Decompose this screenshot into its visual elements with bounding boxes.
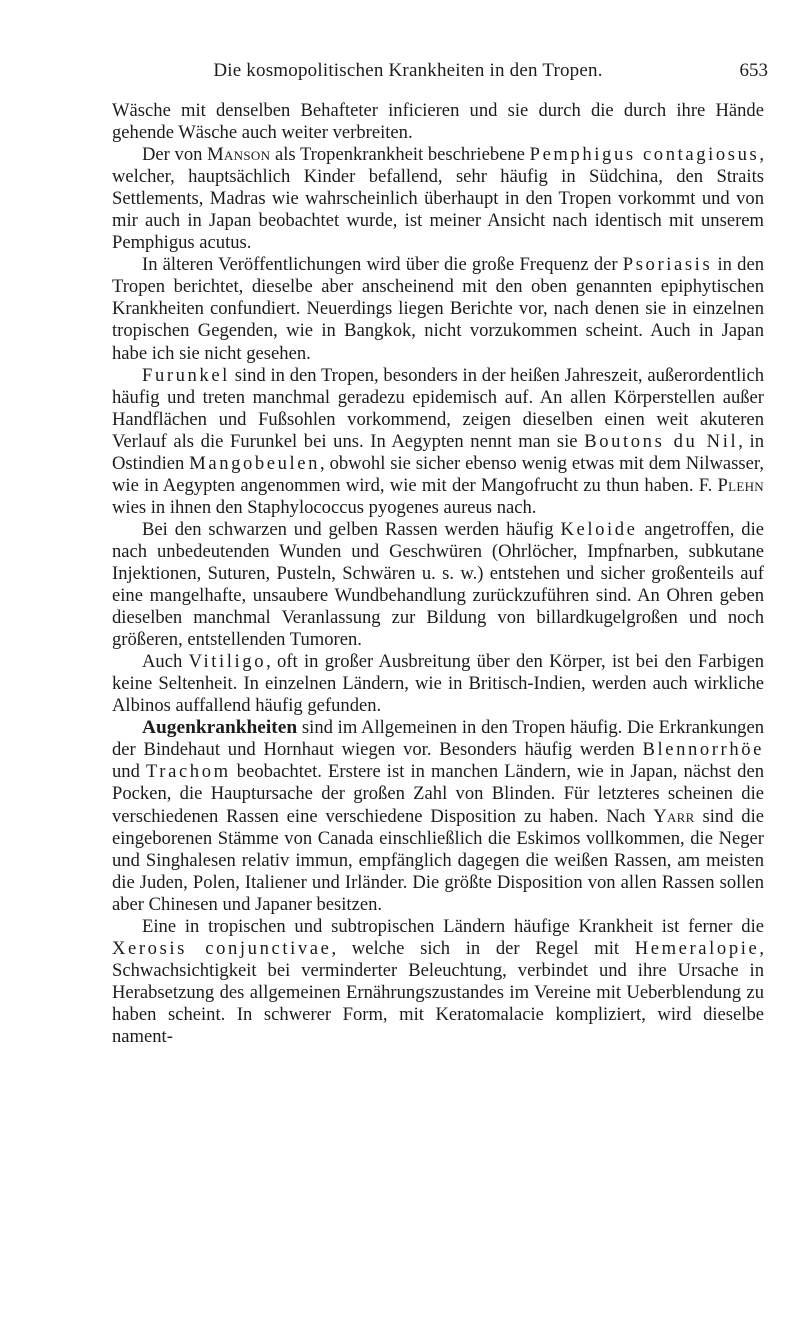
paragraph-text: sind die eingeborenen Stämme von Canada einschließlich die Eskimos vollkommen, die Neger und Singhalesen relativ immun, empfänglich dagegen die weißen Rassen, am meisten die Juden, Polen, Italiener und Irländer. Die größte Disposition von allen Rassen sollen aber Chinesen und Japaner besitzen.	[112, 805, 764, 915]
paragraph-text: Eine in tropischen und subtropischen Ländern häufige Krankheit ist ferner die	[142, 915, 764, 937]
paragraph-text: , obwohl sie sicher ebenso wenig etwas mit dem Nilwasser, wie in Aegypten angenommen wird, wie mit der Mangofrucht zu thun haben. F.	[112, 452, 764, 496]
spaced-term: Pemphigus contagiosus	[529, 144, 760, 166]
paragraph-text: und	[112, 761, 146, 783]
paragraph	[112, 519, 764, 651]
body-text	[112, 100, 764, 1048]
spaced-term: Blennorrhöe	[642, 739, 764, 761]
paragraph	[112, 717, 764, 915]
paragraph-text: wies in ihnen den Staphylococcus pyogenes aureus nach.	[112, 496, 537, 518]
paragraph	[112, 365, 764, 519]
spaced-term: Vitiligo	[188, 651, 267, 673]
page-number: 653	[739, 60, 768, 81]
paragraph-text: in den Tropen berichtet, dieselbe aber anscheinend mit den oben genannten epiphytischen Krankheiten confundiert. Neuerdings liegen Berichte vor, nach denen sie in einzelnen tropischen Gegenden, wie in Bangkok, nicht vorzukommen scheint. Auch in Japan habe ich sie nicht gesehen.	[112, 254, 764, 364]
paragraph-text: Wäsche mit denselben Behafteter inficieren und sie durch die durch ihre Hände gehende Wäsche auch weiter verbreiten.	[112, 100, 764, 144]
paragraph-text: Auch	[142, 651, 189, 673]
paragraph-text: Der von	[142, 144, 208, 166]
spaced-term: Keloide	[560, 518, 638, 540]
paragraph-text: Bei den schwarzen und gelben Rassen werden häufig	[142, 518, 561, 540]
running-head	[148, 60, 768, 88]
spaced-term: Xerosis conjunctivae	[112, 937, 332, 959]
spaced-term: Hemeralopie	[634, 937, 760, 959]
paragraph-text: , Schwachsichtigkeit bei verminderter Beleuchtung, verbindet und ihre Ursache in Herabsetzung des allgemeinen Ernährungszustandes im Vereine mit Ueberblendung zu haben scheint. In schwerer Form, mit Keratomalacie kompliziert, wird dieselbe nament-	[112, 937, 764, 1047]
running-title: Die kosmopolitischen Krankheiten in den Tropen.	[213, 60, 603, 81]
paragraph	[112, 100, 764, 144]
spaced-term: Boutons du Nil	[584, 430, 739, 452]
paragraph-text: In älteren Veröffentlichungen wird über die große Frequenz der	[142, 254, 623, 276]
paragraph-text: sind in den Tropen, besonders in der heißen Jahreszeit, außerordentlich häufig und treten manchmal geradezu epidemisch auf. An allen Körperstellen außer Handflächen und Fußsohlen vorkommend, zeigen dieselben einen weit akuteren Verlauf als die Furunkel bei uns. In Aegypten nennt man sie	[112, 364, 764, 452]
paragraph-text: sind im Allgemeinen in den Tropen häufig. Die Erkrankungen der Bindehaut und Hornhaut wiegen vor. Besonders häufig werden	[112, 717, 764, 761]
author-name: Manson	[207, 144, 271, 166]
paragraph-text: beobachtet. Erstere ist in manchen Ländern, wie in Japan, nächst den Pocken, die Hauptursache der großen Zahl von Blinden. Für letzteres scheinen die verschiedenen Rassen eine verschiedene Disposition zu haben. Nach	[112, 761, 764, 827]
paragraph-text: , oft in großer Ausbreitung über den Körper, ist bei den Farbigen keine Seltenheit. In einzelnen Ländern, wie in Britisch-Indien, werden auch wirkliche Albinos auffallend häufig gefunden.	[112, 651, 764, 717]
author-name: Plehn	[717, 474, 764, 496]
author-name: Yarr	[653, 805, 695, 827]
paragraph	[112, 651, 764, 717]
spaced-term: Mangobeulen	[189, 452, 321, 474]
spaced-term: Trachom	[146, 761, 231, 783]
paragraph-text: , welcher, hauptsächlich Kinder befallend, sehr häufig in Südchina, den Straits Settlements, Madras wie wahrscheinlich überhaupt in den Tropen vorkommt und von mir auch in Japan beobachtet wurde, ist meiner Ansicht nach identisch mit unserem Pemphigus acutus.	[112, 144, 765, 254]
paragraph-text: als Tropenkrankheit beschriebene	[270, 144, 530, 166]
paragraph-text: angetroffen, die nach unbedeutenden Wunden und Geschwüren (Ohrlöcher, Impfnarben, subkutane Injektionen, Suturen, Pusteln, Schwären u. s. w.) entstehen und sicher großenteils auf eine mangelhafte, unsaubere Wundbehandlung zurückzuführen sind. An Ohren geben dieselben manchmal Veranlassung zur Bildung von billardkugelgroßen und noch größeren, entstellenden Tumoren.	[112, 518, 764, 651]
spaced-term: Furunkel	[142, 364, 230, 386]
section-heading: Augenkrankheiten	[142, 717, 298, 739]
paragraph	[112, 916, 764, 1048]
spaced-term: Psoriasis	[622, 254, 713, 276]
paragraph-text: , welche sich in der Regel mit	[331, 937, 635, 959]
paragraph	[112, 254, 764, 364]
paragraph-text: , in Ostindien	[112, 430, 765, 474]
paragraph	[112, 144, 764, 254]
